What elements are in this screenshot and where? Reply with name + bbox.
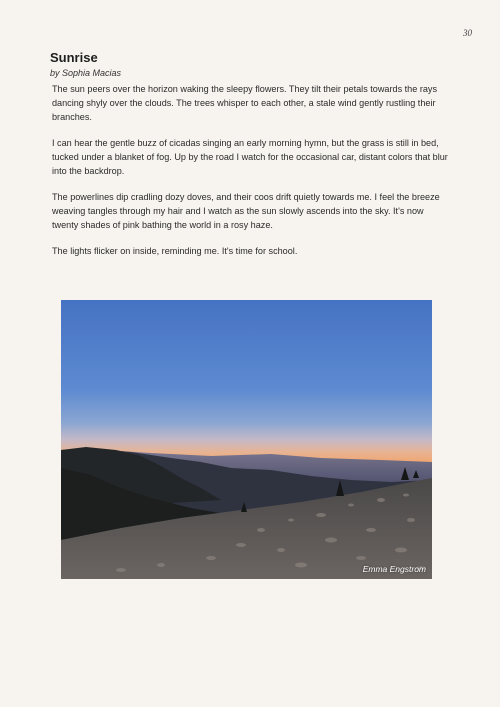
article-title: Sunrise [50, 50, 98, 65]
paragraph-4: The lights flicker on inside, reminding me. It's time for school. [52, 246, 298, 256]
paragraph-2: I can hear the gentle buzz of cicadas singing an early morning hymn, but the grass is still in bed, tucked under a blanket of fog. Up by the road I watch for the occasional car, distant colors that blur into the backdrop. [52, 138, 448, 176]
photo-credit: Emma Engstrom [362, 564, 426, 574]
sunrise-landscape-image [61, 300, 432, 579]
article-body [52, 82, 448, 270]
sunrise-photo [61, 300, 432, 579]
article-byline: by Sophia Macias [50, 68, 122, 78]
paragraph-3: The powerlines dip cradling dozy doves, and their coos drift quietly towards me. I feel the breeze weaving tangles through my hair and I watch as the sun slowly ascends into the sky. It's now twenty shades of pink bathing the world in a rosy haze. [52, 192, 440, 230]
page-number: 30 [463, 28, 472, 38]
paragraph-1: The sun peers over the horizon waking the sleepy flowers. They tilt their petals towards the rays dancing shyly over the clouds. The trees whisper to each other, a stale wind gently rustling their branches. [52, 84, 437, 122]
